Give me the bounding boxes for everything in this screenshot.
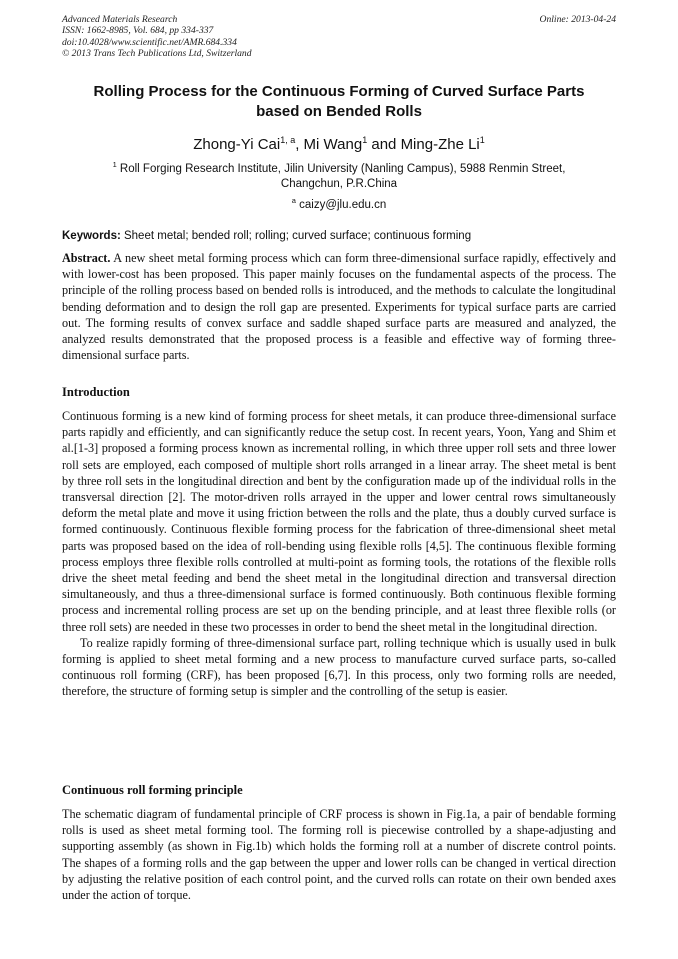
author-1-affil-mark: 1, a xyxy=(280,135,296,145)
principle-heading: Continuous roll forming principle xyxy=(62,783,243,797)
introduction-body xyxy=(62,408,616,700)
email-text: caizy@jlu.edu.cn xyxy=(295,198,387,211)
principle-body xyxy=(62,806,616,903)
introduction-paragraph-1: Continuous forming is a new kind of forming process for sheet metals, it can produce three-dimensional surface parts rapidly and efficiently, and can significantly reduce the setup cost. In recent years, Yoon, Yang and Shim et al.[1-3] proposed a forming process known as incremental rolling, in which three upper roll sets and three lower roll sets are employed, each composed of multiple short rolls arranged in a linear array. The sheet metal is bent by three roll sets in the longitudinal direction and bent by the configuration made up of the individual rolls in the transversal direction [2]. The motor-driven rolls arrayed in the upper and lower central rows simultaneously deform the metal plate and move it using friction between the rolls and the plate, thus a doubly curved surface is formed continuously. Continuous flexible forming process for the fabrication of three-dimensional sheet metal parts was proposed based on the idea of roll-bending using flexible rolls [4,5]. The continuous flexible forming process employs three flexible rolls controlled at multi-point as forming tools, the rotations of the flexible rolls drive the sheet metal feeding and bend the sheet metal in the longitudinal direction and transversal direction simultaneously, and thus a three-dimensional surface is formed continuously. Both continuous flexible forming process and incremental rolling process are set up on the bending principle, and at least three flexible rolls (or three roll sets) are needed in these two processes in order to bend the sheet metal in the longitudinal direction. xyxy=(62,409,616,634)
keywords-text: Sheet metal; bended roll; rolling; curved surface; continuous forming xyxy=(120,230,472,242)
abstract-label: Abstract. xyxy=(62,251,111,265)
paper-title-line-1: Rolling Process for the Continuous Forming of Curved Surface Parts xyxy=(93,83,585,100)
paper-title-line-2: based on Bended Rolls xyxy=(256,103,422,120)
keywords xyxy=(62,228,616,244)
affiliation-text: Roll Forging Research Institute, Jilin University (Nanling Campus), 5988 Renmin Street, Changchun, P.R.China xyxy=(116,162,566,191)
author-3-affil-mark: 1 xyxy=(479,135,485,145)
author-list xyxy=(62,130,616,155)
journal-copyright: © 2013 Trans Tech Publications Ltd, Switzerland xyxy=(62,47,252,59)
keywords-label: Keywords: xyxy=(62,230,121,242)
journal-header xyxy=(62,14,616,59)
principle-paragraph-1: The schematic diagram of fundamental principle of CRF process is shown in Fig.1a, a pair of bendable forming rolls is used as sheet metal forming tool. The forming roll is piecewise controlled by a shape-adjusting and supporting assembly (as shown in Fig.1b) which holds the forming roll at a number of discrete control points. The shapes of a forming rolls and the gap between the upper and lower rolls can be changed in vertical direction by adjusting the relative position of each control point, and the curved rolls can rotate on their own bended axes under the action of torque. xyxy=(62,807,616,903)
abstract xyxy=(62,250,616,363)
affiliation-mark: 1 xyxy=(112,160,117,169)
author-3: and Ming-Zhe Li xyxy=(367,136,480,153)
introduction-paragraph-2: To realize rapidly forming of three-dimensional surface part, rolling technique which is usually used in bulk forming is applied to sheet metal forming and a new process to manufacture curved surface parts, so-called continuous roll forming (CRF), has been proposed [6,7]. In this process, only two forming rolls are needed, therefore, the structure of forming setup is simpler and the controlling of the setup is easier. xyxy=(62,635,616,699)
paper-title xyxy=(62,82,616,122)
journal-doi: doi:10.4028/www.scientific.net/AMR.684.334 xyxy=(62,36,237,48)
author-email xyxy=(62,193,616,213)
abstract-text: A new sheet metal forming process which can form three-dimensional surface rapidly, effectively and with lower-cost has been proposed. This paper mainly focuses on the fundamental aspects of the process. The principle of the rolling process based on bended rolls is introduced, and the methods to calculate the longitudinal bending deformation and to design the roll gap are presented. Experiments for typical surface parts are carried out. The forming results of convex surface and saddle shaped surface parts are measured and analyzed, the analyzed results demonstrated that the proposed process is a feasible and effective way of forming three-dimensional surface parts. xyxy=(62,251,616,363)
author-1: Zhong-Yi Cai xyxy=(193,136,281,153)
journal-issn: ISSN: 1662-8985, Vol. 684, pp 334-337 xyxy=(62,25,214,37)
introduction-heading: Introduction xyxy=(62,385,130,399)
online-date: Online: 2013-04-24 xyxy=(539,14,616,25)
author-2: , Mi Wang xyxy=(295,136,363,153)
journal-name: Advanced Materials Research xyxy=(62,14,178,25)
affiliation xyxy=(80,157,598,193)
email-mark: a xyxy=(291,196,296,205)
author-2-affil-mark: 1 xyxy=(362,135,368,145)
